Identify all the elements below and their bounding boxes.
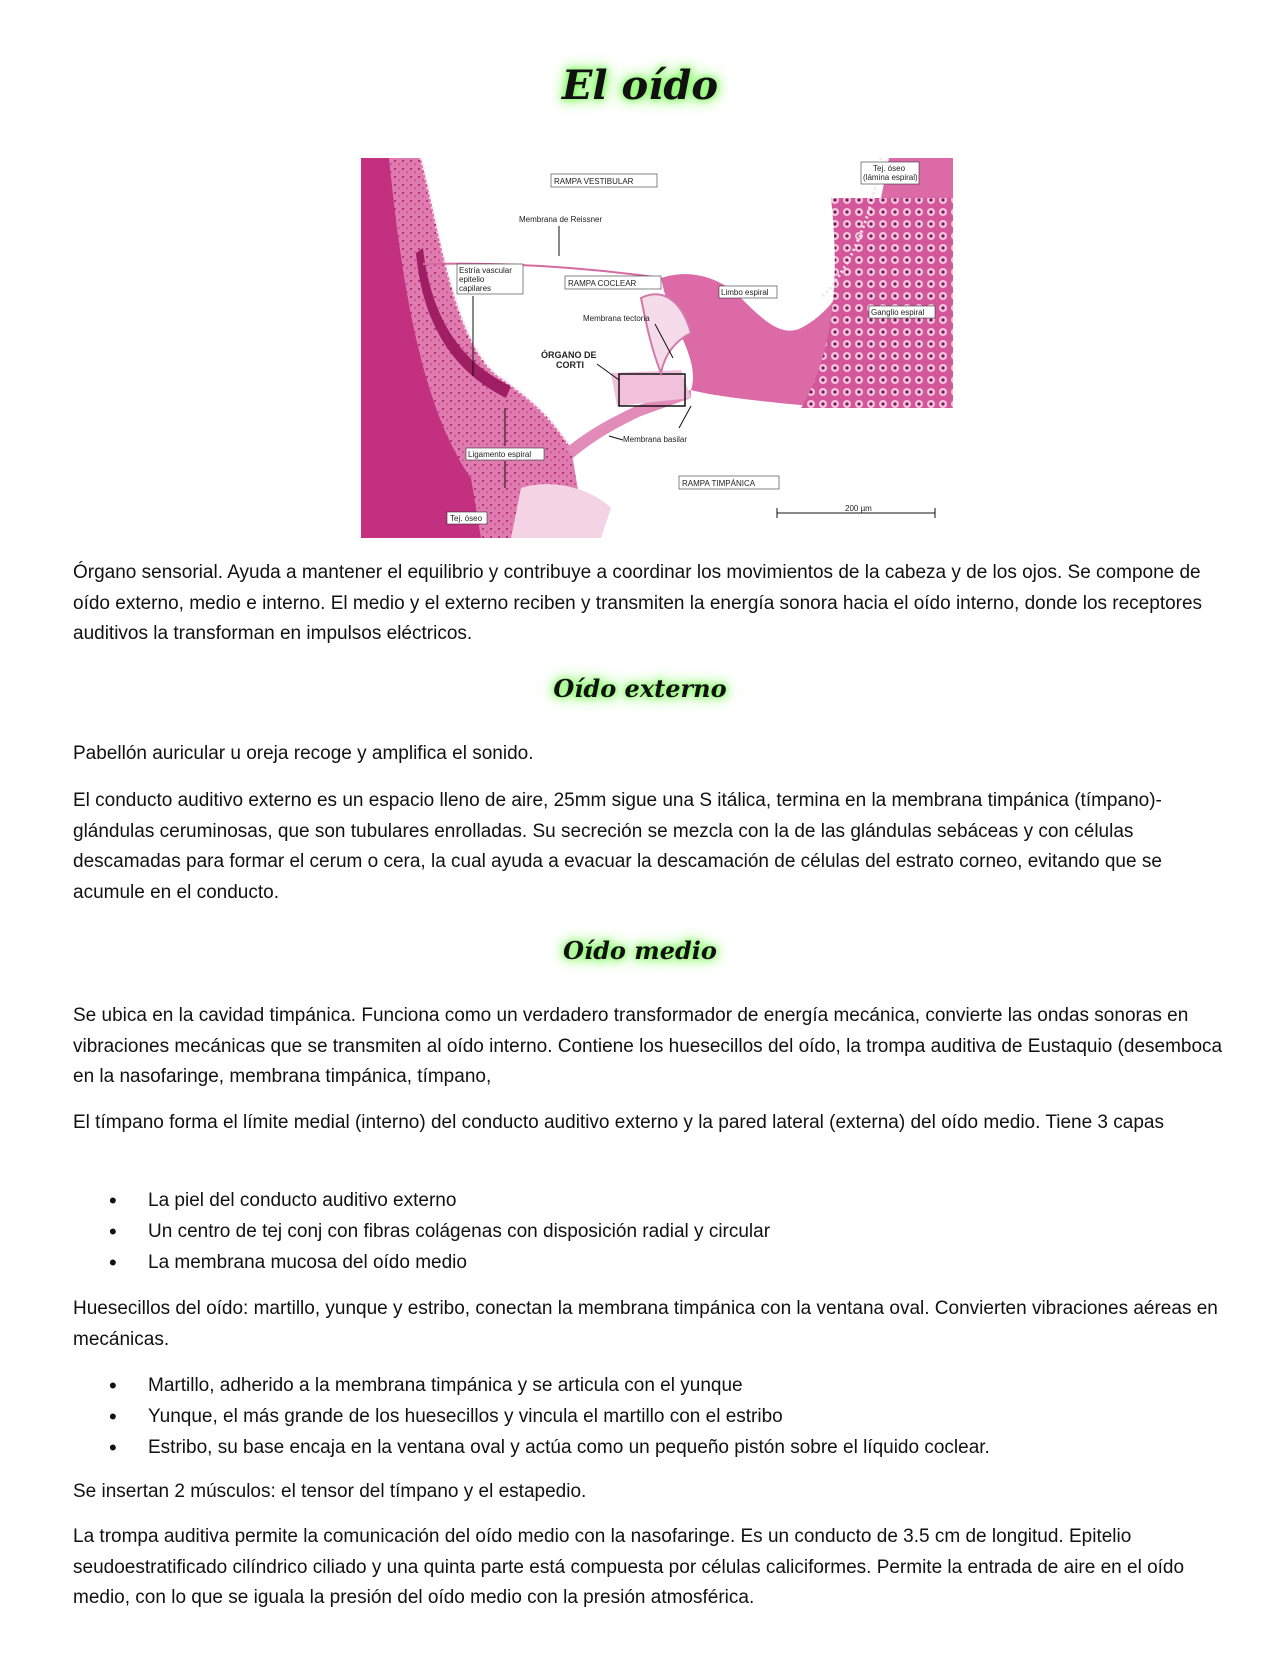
list-item-text: Un centro de tej conj con fibras colágenas con disposición radial y circular: [148, 1221, 771, 1242]
medio-paragraph-2: El tímpano forma el límite medial (interno) del conducto auditivo externo y la pared lateral (externa) del oído medio. Tiene 3 capas: [73, 1112, 1164, 1133]
list-item-text: Yunque, el más grande de los huesecillos y vincula el martillo con el estribo: [148, 1406, 783, 1427]
list-item: [73, 1216, 1233, 1247]
label-tej-oseo-bottom: Tej. óseo: [450, 514, 483, 523]
externo-paragraph-2: El conducto auditivo externo es un espacio lleno de aire, 25mm sigue una S itálica, termina en la membrana timpánica (tímpano)- glándulas ceruminosas, que son tubulares enrolladas. Su secreción se mezcla con la de las glándulas sebáceas y con células descamadas para formar el cerum o cera, la cual ayuda a evacuar la descamación de células del estrato corneo, evitando que se acumule en el conducto.: [73, 790, 1162, 903]
label-organo-corti-1: ÓRGANO DE: [541, 350, 597, 360]
label-tej-oseo-top-1: Tej. óseo: [873, 164, 906, 173]
medio-paragraph-3: Huesecillos del oído: martillo, yunque y estribo, conectan la membrana timpánica con la ventana oval. Convierten vibraciones aéreas en mecánicas.: [73, 1298, 1218, 1350]
list-item-text: Estribo, su base encaja en la ventana oval y actúa como un pequeño pistón sobre el líquido coclear.: [148, 1437, 990, 1458]
label-estria-vascular: Estría vascular: [459, 266, 512, 275]
scale-bar-label: 200 µm: [845, 504, 872, 513]
label-membrana-tectoria: Membrana tectoria: [583, 314, 650, 323]
label-limbo-espiral: Limbo espiral: [721, 288, 769, 297]
bullet-icon: •: [109, 1188, 117, 1213]
list-item: [73, 1370, 1233, 1401]
label-membrana-basilar: Membrana basilar: [623, 435, 688, 444]
list-item: [73, 1401, 1233, 1432]
externo-paragraph-1: Pabellón auricular u oreja recoge y amplifica el sonido.: [73, 743, 534, 764]
label-organo-corti-2: CORTI: [556, 360, 584, 370]
list-item-text: Martillo, adherido a la membrana timpánica y se articula con el yunque: [148, 1375, 743, 1396]
page-title: El oído: [561, 62, 719, 109]
bullet-icon: •: [109, 1435, 117, 1460]
label-membrana-reissner: Membrana de Reissner: [519, 215, 603, 224]
label-capilares: capilares: [459, 284, 492, 293]
medio-paragraph-1: Se ubica en la cavidad timpánica. Funciona como un verdadero transformador de energía mecánica, convierte las ondas sonoras en vibraciones mecánicas que se transmiten al oído interno. Contiene los huesecillos del oído, la trompa auditiva de Eustaquio (desemboca en la nasofaringe, membrana timpánica, tímpano,: [73, 1005, 1223, 1087]
label-ligamento-espiral: Ligamento espiral: [468, 450, 532, 459]
bullet-icon: •: [109, 1219, 117, 1244]
cochlea-histology-figure: [361, 158, 953, 538]
intro-paragraph: Órgano sensorial. Ayuda a mantener el equilibrio y contribuye a coordinar los movimientos de la cabeza y de los ojos. Se compone de oído externo, medio e interno. El medio y el externo reciben y transmiten la energía sonora hacia el oído interno, donde los receptores auditivos la transforman en impulsos eléctricos.: [73, 562, 1203, 644]
medio-paragraph-4: Se insertan 2 músculos: el tensor del tímpano y el estapedio.: [73, 1481, 587, 1502]
heading-oido-externo: Oído externo: [553, 674, 727, 703]
list-item: [73, 1432, 1233, 1463]
list-item: [73, 1185, 1233, 1216]
huesecillos-list: [73, 1370, 1233, 1463]
list-item-text: La piel del conducto auditivo externo: [148, 1190, 457, 1211]
label-epitelio: epitelio: [459, 275, 485, 284]
medio-paragraph-5: La trompa auditiva permite la comunicación del oído medio con la nasofaringe. Es un conducto de 3.5 cm de longitud. Epitelio seudoestratificado cilíndrico ciliado y una quinta parte está compuesta por células caliciformes. Permite la entrada de aire en el oído medio, con lo que se iguala la presión del oído medio con la presión atmosférica.: [73, 1526, 1185, 1608]
label-ganglio-espiral: Ganglio espiral: [871, 308, 925, 317]
list-item: [73, 1247, 1233, 1278]
bullet-icon: •: [109, 1404, 117, 1429]
bullet-icon: •: [109, 1250, 117, 1275]
label-rampa-vestibular: RAMPA VESTIBULAR: [554, 177, 634, 186]
label-tej-oseo-top-2: (lámina espiral): [863, 173, 918, 182]
label-rampa-coclear: RAMPA COCLEAR: [568, 279, 637, 288]
heading-oido-medio: Oído medio: [563, 936, 717, 965]
label-rampa-timpanica: RAMPA TIMPÁNICA: [682, 479, 756, 488]
bullet-icon: •: [109, 1373, 117, 1398]
figure-svg: [361, 158, 953, 538]
list-item-text: La membrana mucosa del oído medio: [148, 1252, 467, 1273]
capas-list: [73, 1185, 1233, 1278]
